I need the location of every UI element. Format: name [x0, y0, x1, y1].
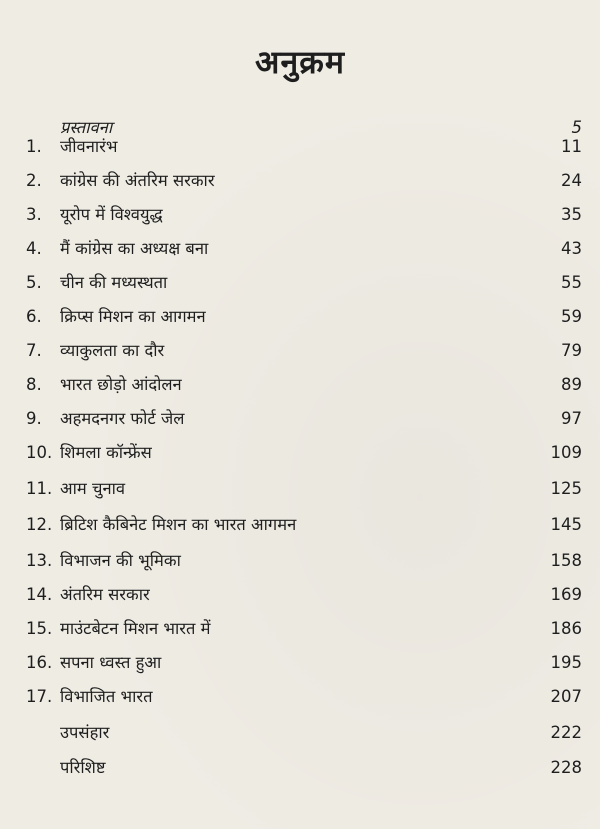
- page-number: 55: [561, 273, 582, 292]
- page-number: 79: [561, 341, 582, 360]
- chapter-title: आम चुनाव: [60, 479, 126, 498]
- toc-entry: [0, 131, 600, 163]
- page-number: 207: [550, 687, 582, 706]
- toc-entry: [0, 233, 600, 265]
- page-number: 5: [571, 118, 582, 137]
- chapter-title: प्रस्तावना: [60, 118, 113, 137]
- chapter-number: 7.: [26, 341, 42, 360]
- page-number: 97: [561, 409, 582, 428]
- chapter-number: 10.: [26, 443, 53, 462]
- page-number: 186: [550, 619, 582, 638]
- toc-entry: [0, 199, 600, 231]
- chapter-number: 16.: [26, 653, 53, 672]
- page-number: 89: [561, 375, 582, 394]
- page-number: 59: [561, 307, 582, 326]
- toc-entry: [0, 301, 600, 333]
- chapter-title: माउंटबेटन मिशन भारत में: [60, 619, 211, 638]
- chapter-title: अंतरिम सरकार: [60, 585, 150, 604]
- page-number: 35: [561, 205, 582, 224]
- toc-entry: [0, 267, 600, 299]
- chapter-title: उपसंहार: [60, 723, 110, 742]
- chapter-number: 8.: [26, 375, 42, 394]
- chapter-number: 13.: [26, 551, 53, 570]
- page-number: 169: [550, 585, 582, 604]
- page-number: 24: [561, 171, 582, 190]
- chapter-title: चीन की मध्यस्थता: [60, 273, 168, 292]
- page-number: 43: [561, 239, 582, 258]
- toc-entry: [0, 579, 600, 611]
- toc-entry: [0, 403, 600, 435]
- chapter-number: 3.: [26, 205, 42, 224]
- chapter-number: 6.: [26, 307, 42, 326]
- chapter-number: 9.: [26, 409, 42, 428]
- chapter-title: अहमदनगर फोर्ट जेल: [60, 409, 185, 428]
- chapter-number: 17.: [26, 687, 53, 706]
- toc-entry: [0, 165, 600, 197]
- chapter-title: मैं कांग्रेस का अध्यक्ष बना: [60, 239, 209, 258]
- chapter-number: 15.: [26, 619, 53, 638]
- page-number: 158: [550, 551, 582, 570]
- chapter-title: यूरोप में विश्वयुद्ध: [60, 205, 163, 224]
- page-number: 145: [550, 515, 582, 534]
- page-number: 228: [550, 758, 582, 777]
- chapter-number: 4.: [26, 239, 42, 258]
- page-number: 125: [550, 479, 582, 498]
- chapter-title: व्याकुलता का दौर: [60, 341, 165, 360]
- chapter-number: 2.: [26, 171, 42, 190]
- chapter-title: विभाजित भारत: [60, 687, 153, 706]
- chapter-number: 5.: [26, 273, 42, 292]
- chapter-number: 11.: [26, 479, 53, 498]
- chapter-title: विभाजन की भूमिका: [60, 551, 181, 570]
- chapter-title: जीवनारंभ: [60, 137, 118, 156]
- toc-entry: [0, 752, 600, 784]
- toc-entry: [0, 717, 600, 749]
- page-number: 11: [561, 137, 582, 156]
- chapter-title: कांग्रेस की अंतरिम सरकार: [60, 171, 215, 190]
- toc-entry: [0, 681, 600, 713]
- chapter-number: 14.: [26, 585, 53, 604]
- page-number: 222: [550, 723, 582, 742]
- toc-entry: [0, 647, 600, 679]
- chapter-title: परिशिष्ट: [60, 758, 106, 777]
- page-number: 195: [550, 653, 582, 672]
- chapter-number: 1.: [26, 137, 42, 156]
- toc-entry: [0, 473, 600, 505]
- toc-entry: [0, 545, 600, 577]
- page-number: 109: [550, 443, 582, 462]
- toc-entry: [0, 335, 600, 367]
- toc-entry: [0, 369, 600, 401]
- chapter-number: 12.: [26, 515, 53, 534]
- chapter-title: सपना ध्वस्त हुआ: [60, 653, 162, 672]
- chapter-title: भारत छोड़ो आंदोलन: [60, 375, 182, 394]
- toc-entry: [0, 509, 600, 541]
- chapter-title: शिमला कॉन्फ्रेंस: [60, 443, 152, 462]
- page-title: अनुक्रम: [255, 43, 345, 81]
- toc-entry: [0, 437, 600, 469]
- chapter-title: क्रिप्स मिशन का आगमन: [60, 307, 206, 326]
- chapter-title: ब्रिटिश कैबिनेट मिशन का भारत आगमन: [60, 515, 297, 534]
- toc-entry: [0, 613, 600, 645]
